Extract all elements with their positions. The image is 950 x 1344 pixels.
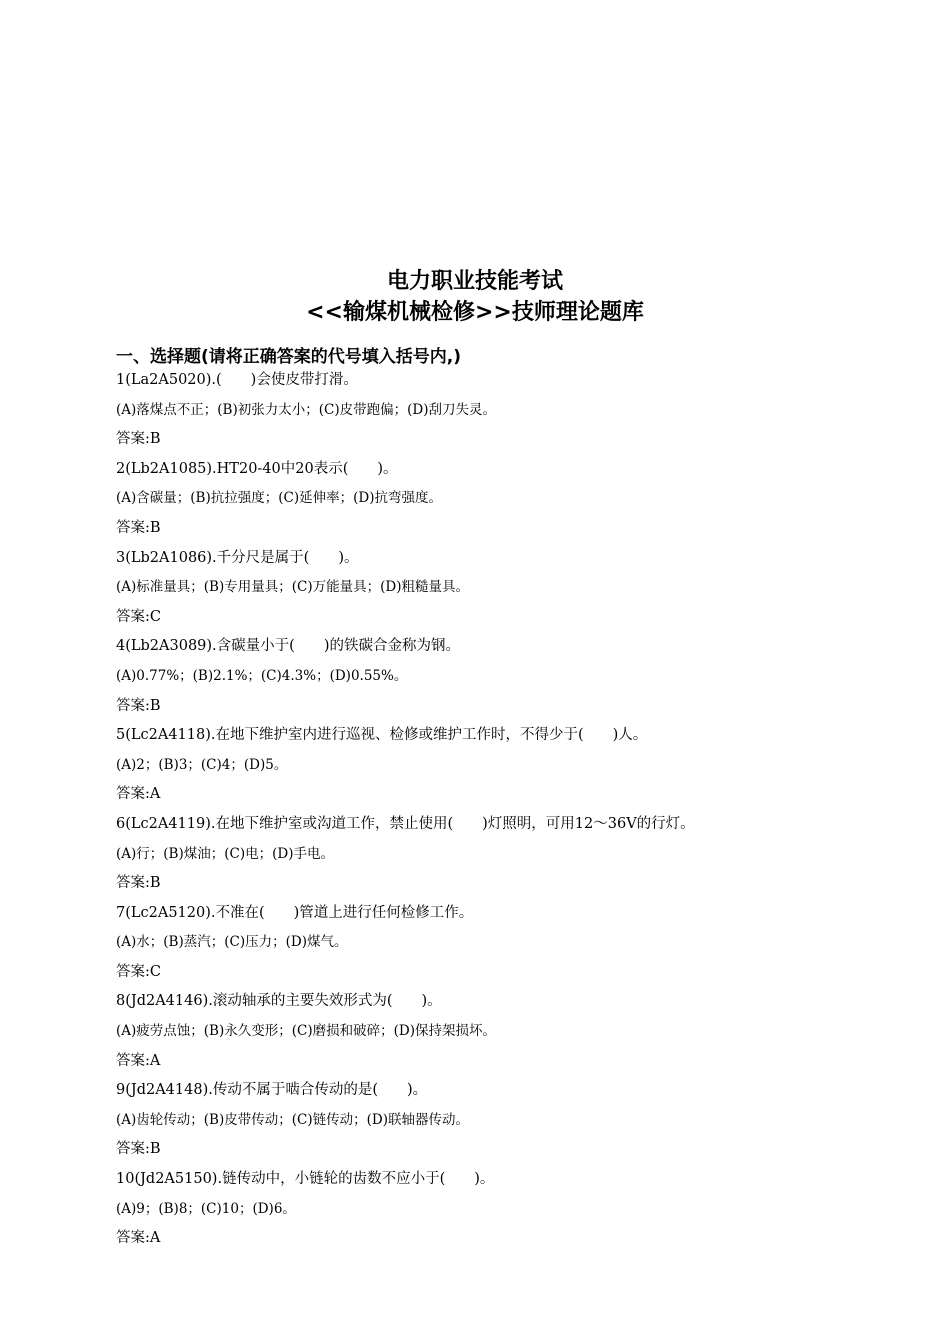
question-options: (A)落煤点不正；(B)初张力太小；(C)皮带跑偏；(D)刮刀失灵。 (116, 401, 496, 418)
question-stem: 3(Lb2A1086).千分尺是属于( )。 (116, 549, 359, 566)
document-title (0, 266, 950, 328)
question-item (116, 810, 876, 899)
question-stem: 8(Jd2A4146).滚动轴承的主要失效形式为( )。 (116, 993, 442, 1010)
question-stem: 4(Lb2A3089).含碳量小于( )的铁碳合金称为钢。 (116, 638, 460, 655)
question-options: (A)9；(B)8；(C)10；(D)6。 (116, 1200, 296, 1217)
question-answer: 答案:B (116, 431, 161, 448)
question-stem: 1(La2A5020).( )会使皮带打滑。 (116, 372, 358, 388)
question-options: (A)水；(B)蒸汽；(C)压力；(D)煤气。 (116, 934, 348, 951)
question-options: (A)2；(B)3；(C)4；(D)5。 (116, 756, 288, 773)
question-item (116, 987, 876, 1076)
question-answer: 答案:C (116, 608, 161, 625)
question-item (116, 1076, 876, 1165)
question-stem: 9(Jd2A4148).传动不属于啮合传动的是( )。 (116, 1082, 428, 1099)
question-answer: 答案:B (116, 519, 161, 536)
title-line-question-bank: <<输煤机械检修>>技师理论题库 (306, 300, 644, 325)
question-item (116, 899, 876, 988)
question-answer: 答案:B (116, 697, 161, 714)
question-answer: 答案:A (116, 1230, 161, 1247)
question-answer: 答案:B (116, 1141, 161, 1158)
question-item (116, 455, 876, 544)
question-item (116, 544, 876, 633)
question-item (116, 632, 876, 721)
question-answer: 答案:A (116, 786, 161, 803)
question-options: (A)齿轮传动；(B)皮带传动；(C)链传动；(D)联轴器传动。 (116, 1111, 469, 1128)
question-stem: 2(Lb2A1085).HT20-40中20表示( )。 (116, 460, 398, 477)
question-stem: 6(Lc2A4119).在地下维护室或沟道工作，禁止使用( )灯照明，可用12～36V的行灯。 (116, 815, 695, 832)
question-answer: 答案:A (116, 1052, 161, 1069)
question-list (116, 366, 876, 1254)
section-heading-multiple-choice: 一、选择题(请将正确答案的代号填入括号内,) (116, 347, 461, 367)
question-options: (A)行；(B)煤油；(C)电；(D)手电。 (116, 845, 334, 862)
question-stem: 5(Lc2A4118).在地下维护室内进行巡视、检修或维护工作时，不得少于( )人。 (116, 727, 648, 744)
question-item (116, 721, 876, 810)
title-line-exam: 电力职业技能考试 (386, 269, 563, 294)
question-item (116, 1165, 876, 1254)
question-options: (A)含碳量；(B)抗拉强度；(C)延伸率；(D)抗弯强度。 (116, 490, 442, 507)
question-answer: 答案:B (116, 875, 161, 892)
question-options: (A)疲劳点蚀；(B)永久变形；(C)磨损和破碎；(D)保持架损坏。 (116, 1023, 496, 1040)
question-answer: 答案:C (116, 963, 161, 980)
question-options: (A)0.77%；(B)2.1%；(C)4.3%；(D)0.55%。 (116, 667, 408, 684)
question-options: (A)标准量具；(B)专用量具；(C)万能量具；(D)粗糙量具。 (116, 579, 469, 596)
question-stem: 7(Lc2A5120).不准在( )管道上进行任何检修工作。 (116, 904, 474, 921)
question-stem: 10(Jd2A5150).链传动中，小链轮的齿数不应小于( )。 (116, 1171, 495, 1188)
question-item (116, 366, 876, 455)
